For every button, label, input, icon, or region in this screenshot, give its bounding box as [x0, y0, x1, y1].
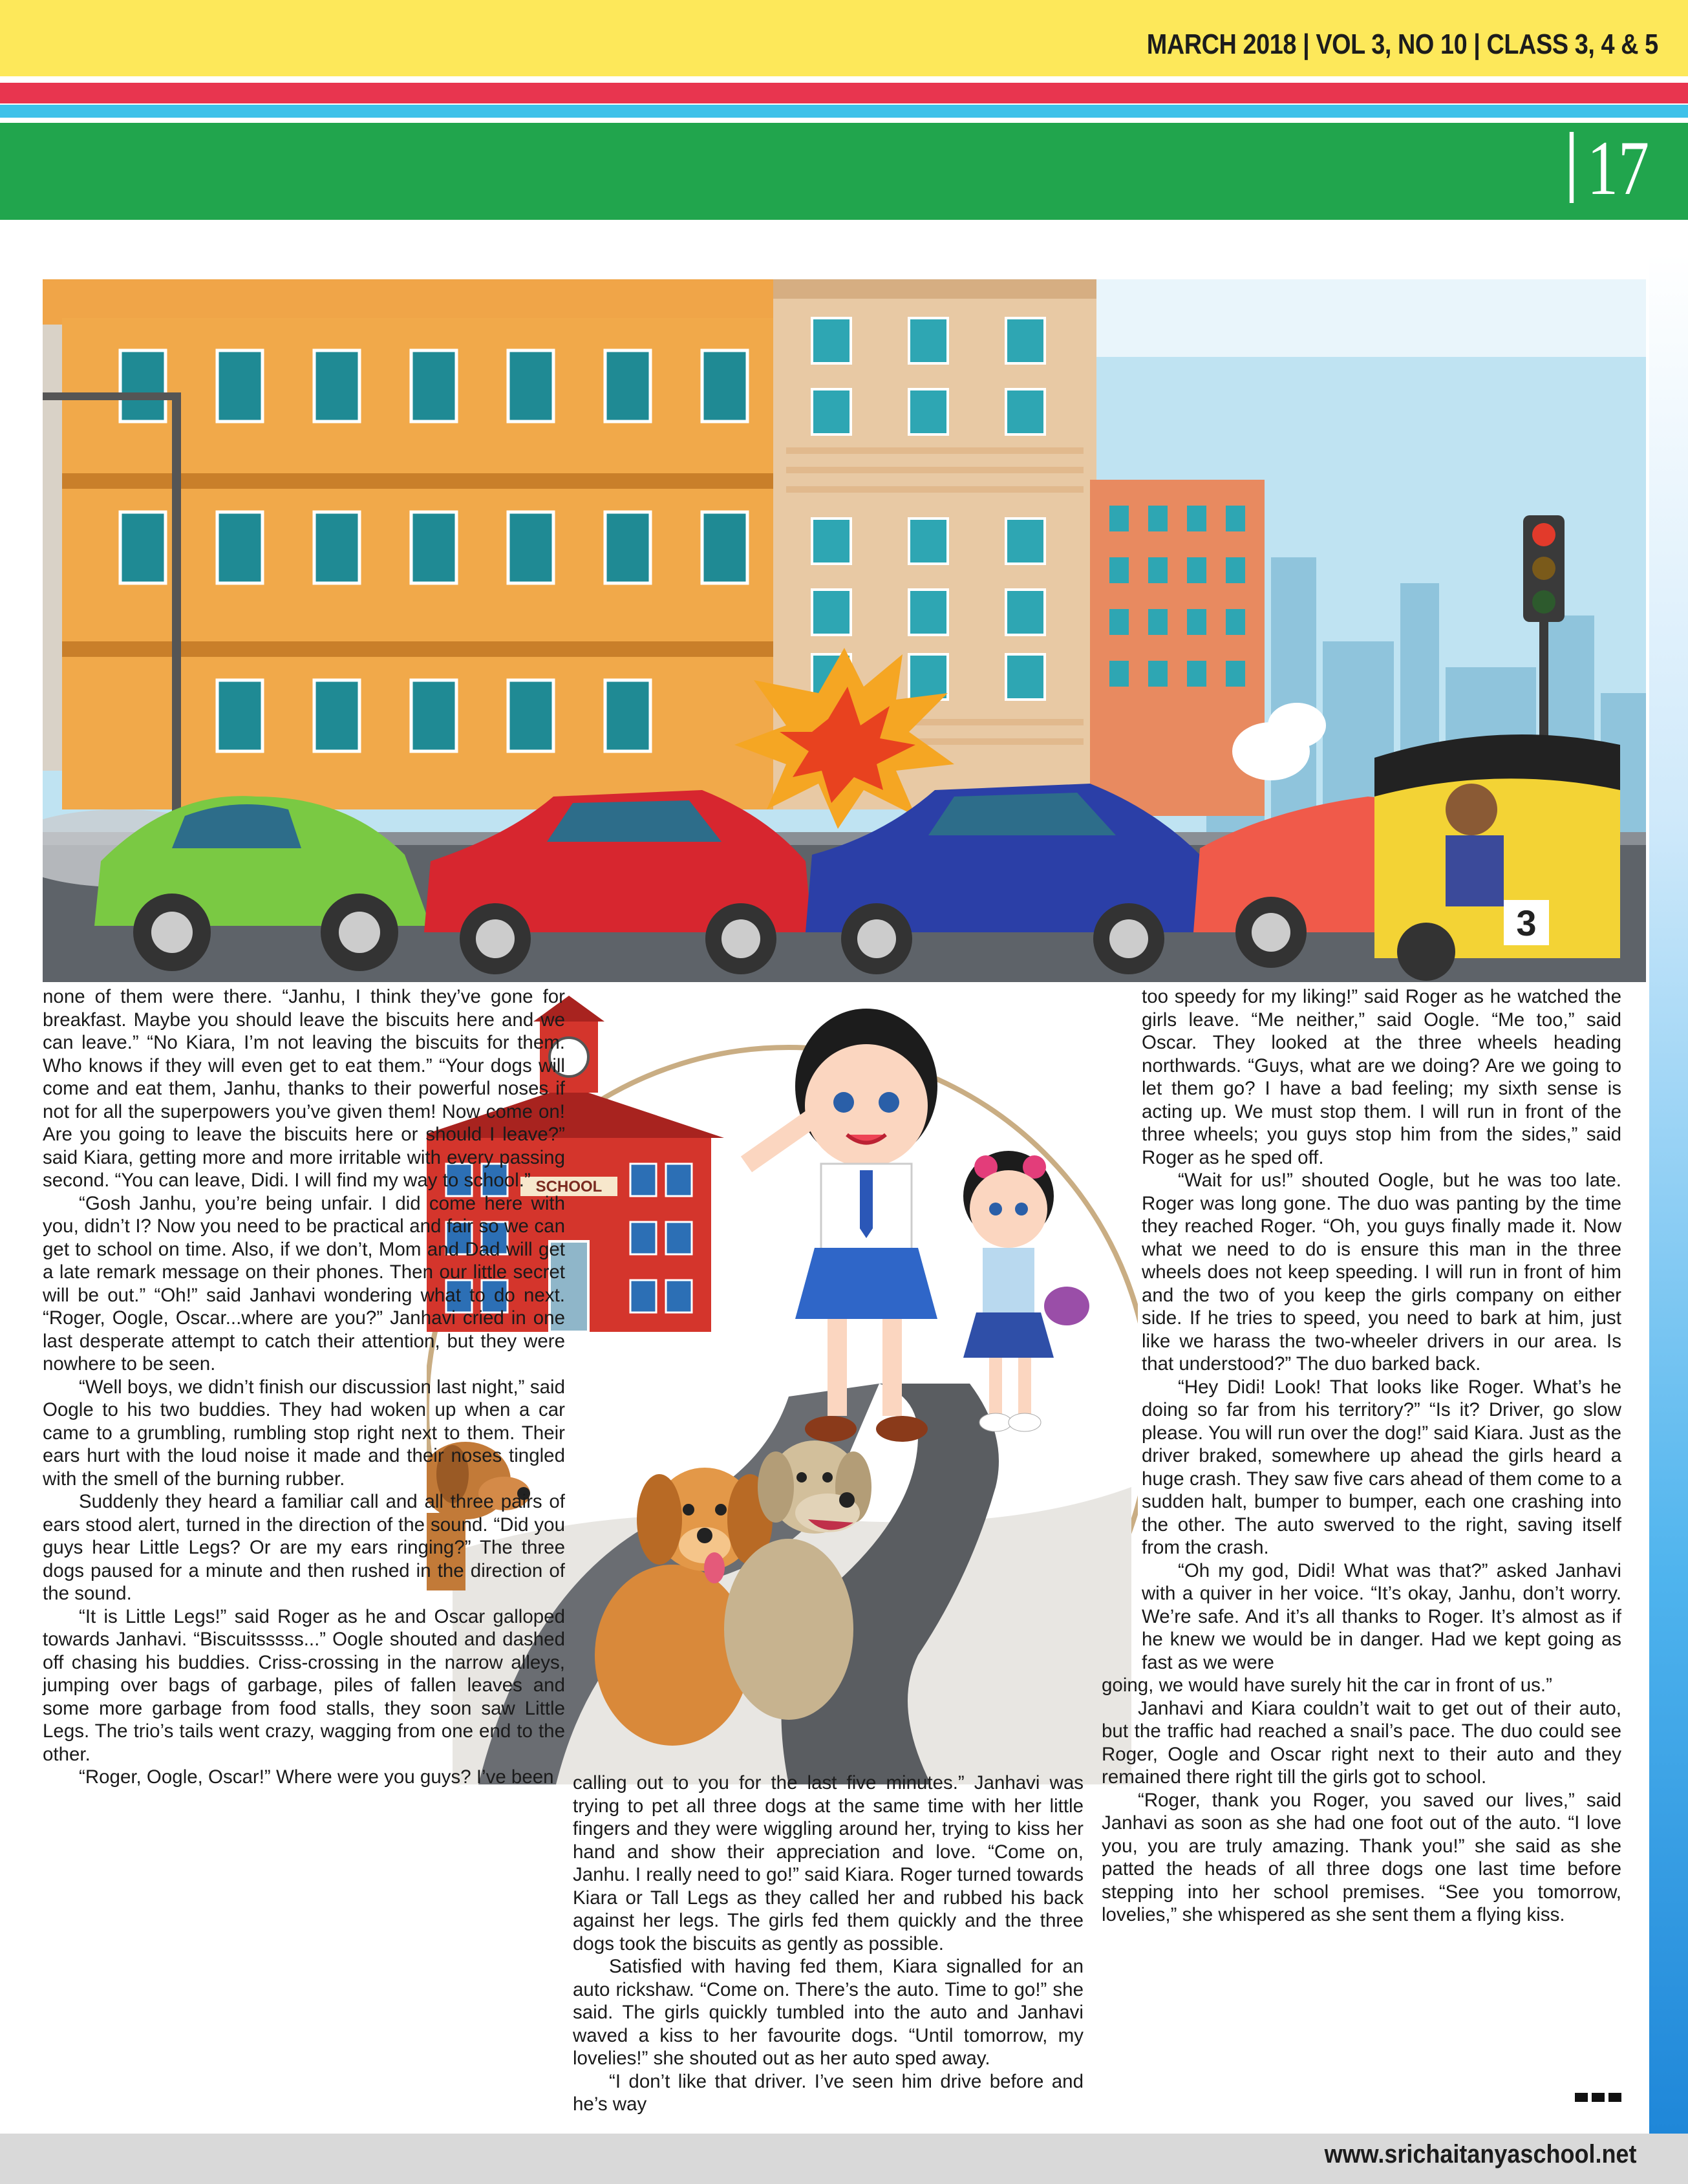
- story-paragraph: Satisfied with having fed them, Kiara signalled for an auto rickshaw. “Come on. There’s the auto. Time to go!” she said. The girls quickly tumbled into the auto and Janhavi waved a kiss to her favourite dogs. “Until tomorrow, my lovelies!” she shouted out as her auto sped away.: [573, 1956, 1084, 2069]
- page-number-value: 17: [1587, 125, 1649, 211]
- story-paragraph: Suddenly they heard a familiar call and all three pairs of ears stood alert, turned in the direction of the sound. “Did you guys hear Little Legs? Or are my ears ringing?” The three dogs paused for a minute and then rushed in the direction of the sound.: [43, 1491, 565, 1604]
- page-number: [1570, 125, 1649, 211]
- story-paragraph: none of them were there. “Janhu, I think they’ve gone for breakfast. Maybe you should leave the biscuits here and we can leave.” “No Kiara, I’m not leaving the biscuits for them. Who knows if they will even get to eat them.” “Your dogs will come and eat them, Janhu, thanks to their powerful noses if not for all the superpowers you’ve given them! Now come on! Are you going to leave the biscuits here or should I leave?” said Kiara, getting more and more irritable with every passing second. “You can leave, Didi. I will find my way to school.”: [43, 986, 565, 1191]
- auto-number: 3: [1516, 903, 1537, 943]
- story-paragraph: “Oh my god, Didi! What was that?” asked Janhavi with a quiver in her voice. “It’s okay, Janhu, don’t worry. We’re safe. And it’s all thanks to Roger. It’s almost as if he knew we would be in danger. Had we kept going as fast as we were: [1142, 1559, 1621, 1673]
- green-band: [0, 123, 1688, 220]
- story-paragraph: “Roger, thank you Roger, you saved our lives,” said Janhavi as soon as she had one foot out of the auto. “I love you, you are truly amazing. Thank you!” she said as she patted the heads of all three dogs one last time before stepping into her school premises. “See you tomorrow, lovelies,” she whispered as she sent them a flying kiss.: [1102, 1789, 1621, 1925]
- story-paragraph: going, we would have surely hit the car in front of us.”: [1102, 1675, 1552, 1696]
- end-of-story-marks: [1575, 2093, 1625, 2105]
- red-stripe: [0, 83, 1688, 103]
- side-gradient-bar: [1649, 253, 1688, 2141]
- traffic-crash-illustration: [43, 279, 1646, 982]
- story-paragraph: “Roger, Oogle, Oscar!” Where were you guys? I’ve been: [79, 1766, 554, 1788]
- story-paragraph: “Gosh Janhu, you’re being unfair. I did come here with you, didn’t I? Now you need to be practical and fair so we can get to school on time. Also, if we don’t, Mom and Dad will get a late remark message on their phones. Then our little secret will be out.” “Oh!” said Janhavi wondering what to do next. “Roger, Oogle, Oscar...where are you?” Janhavi cried in one last desperate attempt to catch their attention, but they were nowhere to be seen.: [43, 1192, 565, 1375]
- story-paragraph: Janhavi and Kiara couldn’t wait to get out of their auto, but the traffic had reached a snail’s pace. The duo could see Roger, Oogle and Oscar right next to their auto and they remained there right till the girls got to school.: [1102, 1697, 1621, 1788]
- story-column-1: [43, 985, 565, 1789]
- story-paragraph: “Wait for us!” shouted Oogle, but he was too late. Roger was long gone. The duo was panting by the time they reached Roger. “Oh, you guys finally made it. Now what we need to do is ensure this man in the three wheels does not keep speeding. I will run in front of him and the two of you keep the girls company on either side. If he tries to speed, you need to bark at him, just like we harass the two-wheeler drivers in our area. Is that understood?” The duo barked back.: [1142, 1170, 1621, 1375]
- story-paragraph: “Hey Didi! Look! That looks like Roger. What’s he doing so far from his territory?” “Is it? Driver, go slow please. You will run over the dog!” said Kiara. Just as the driver braked, somewhere up ahead the girls heard a huge crash. They saw five cars ahead of them come to a sudden halt, bumper to bumper, each one crashing into the other. The auto swerved to the right, saving itself from the crash.: [1142, 1376, 1621, 1558]
- story-column-3: [1102, 985, 1621, 1927]
- story-paragraph: “It is Little Legs!” said Roger as he and Oscar galloped towards Janhavi. “Biscuitsssss...” Oogle shouted and dashed off chasing his buddies. Criss-crossing in the narrow alleys, jumping over bags of garbage, piles of fallen leaves and some more garbage from food stalls, they soon saw Little Legs. The trio’s tails went crazy, wagging from one end to the other.: [43, 1605, 565, 1765]
- story-paragraph: calling out to you for the last five minutes.” Janhavi was trying to pet all three dogs at the same time with her little fingers and they were wiggling around her, trying to kiss her hand and show their appreciation and love. “Come on, Janhu. I really need to go!” said Kiara. Roger turned towards Kiara or Tall Legs as they called her and rubbed his back against her legs. The girls fed them quickly and the three dogs took the biscuits as gently as possible.: [573, 1772, 1084, 1954]
- blue-stripe: [0, 105, 1688, 118]
- story-column-2: [573, 1772, 1084, 2116]
- school-sign: SCHOOL: [535, 1178, 603, 1195]
- orange-building: [43, 279, 806, 809]
- story-paragraph: too speedy for my liking!” said Roger as he watched the girls leave. “Me neither,” said Oogle. “Me too,” said Oscar. They looked at the three wheels heading northwards. “Guys, what are we doing? Are we going to let them go? I have a bad feeling; my sixth sense is acting up. We must stop them. I will run in front of the three wheels; you guys stop him from the sides,” said Roger as he sped off.: [1142, 986, 1621, 1168]
- page-number-divider: [1570, 132, 1574, 203]
- auto-rickshaw: [1374, 734, 1620, 981]
- story-paragraph: “I don’t like that driver. I’ve seen him drive before and he’s way: [573, 2070, 1084, 2115]
- story-paragraph: “Well boys, we didn’t finish our discussion last night,” said Oogle to his two buddies. They had woken up when a car came to a grumbling, rumbling stop right next to them. Their ears hurt with the loud noise it made and their noses tingled with the smell of the burning rubber.: [43, 1376, 565, 1490]
- story-column-3-narrow: [1102, 985, 1621, 1674]
- footer-url[interactable]: www.srichaitanyaschool.net: [1324, 2140, 1636, 2168]
- issue-line: MARCH 2018 | VOL 3, NO 10 | CLASS 3, 4 & 5: [1146, 28, 1658, 60]
